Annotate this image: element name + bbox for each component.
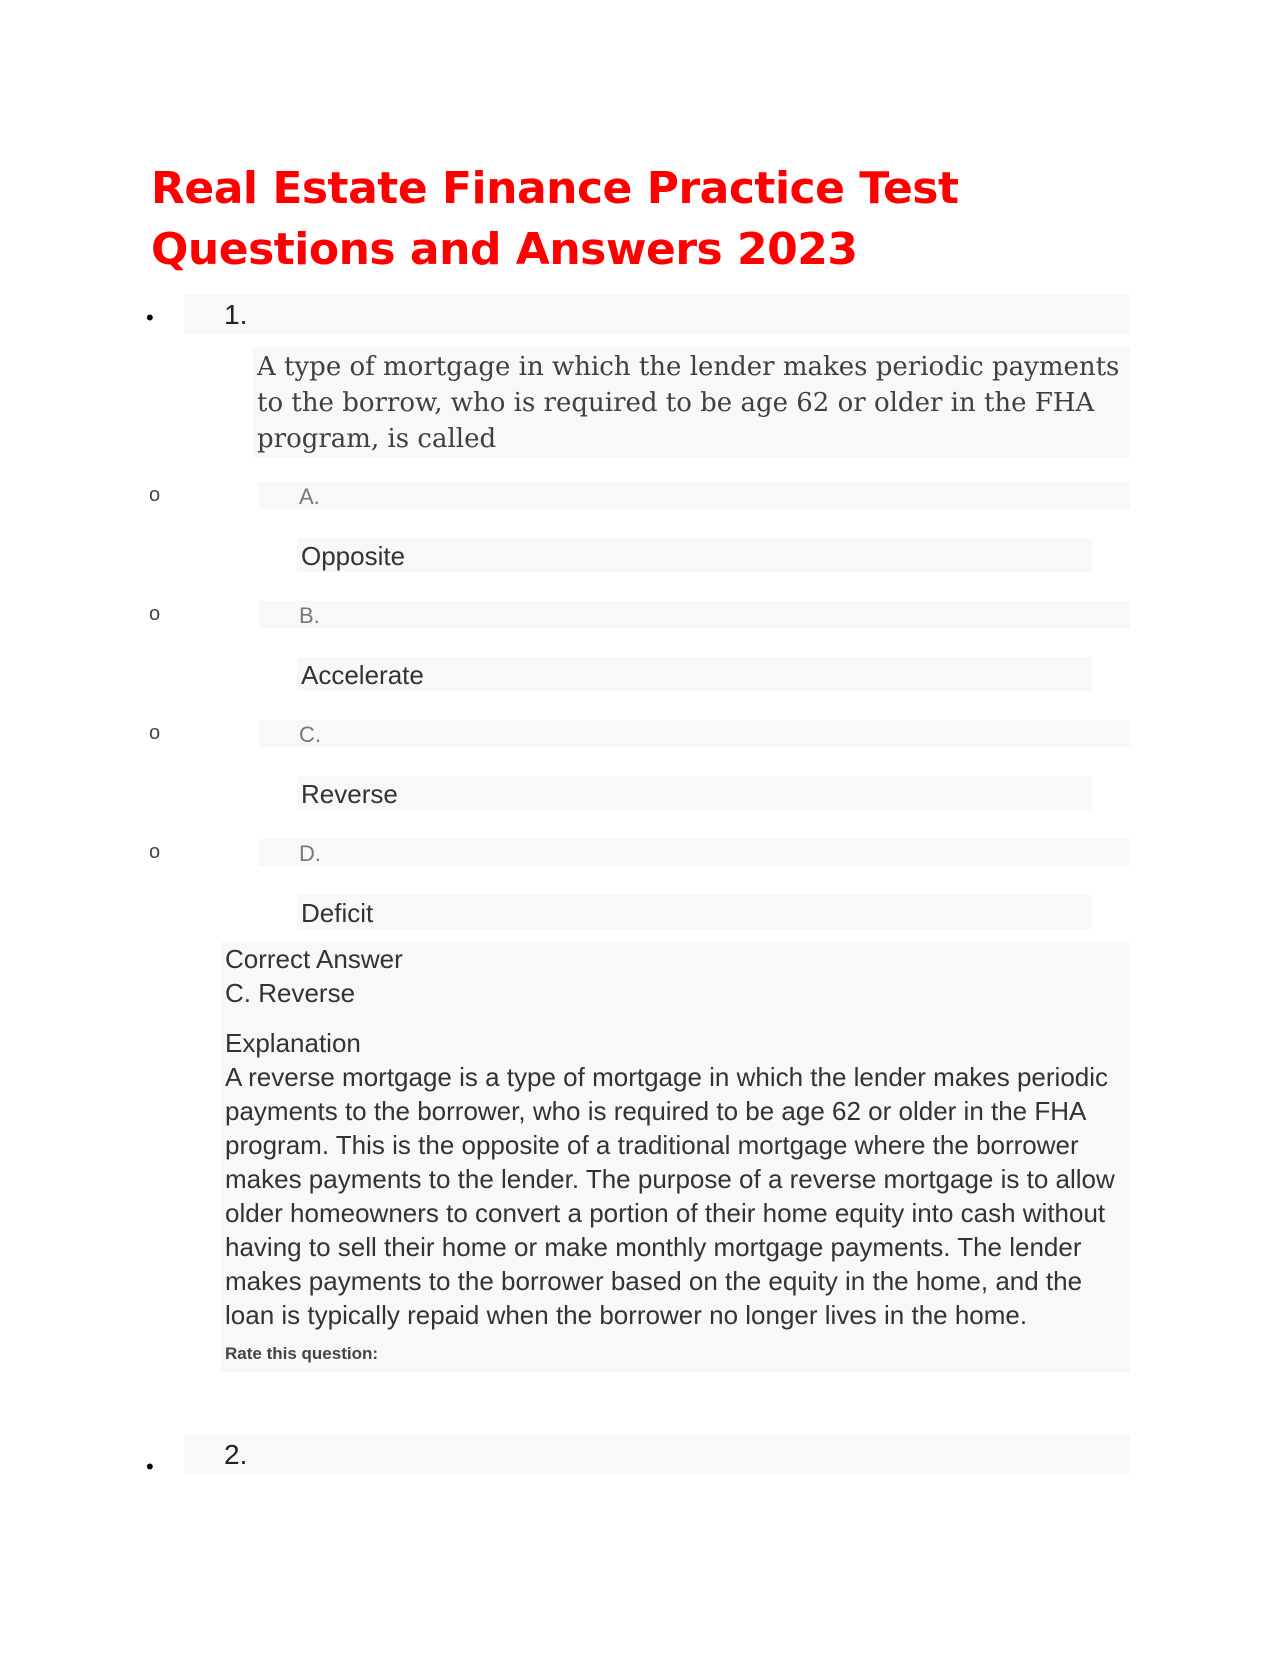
option-a[interactable] [297, 538, 1092, 572]
list-circle: o [149, 484, 161, 506]
option-b[interactable] [297, 657, 1092, 691]
question-number-row [184, 295, 1130, 334]
option-d-label-row [259, 839, 1130, 866]
list-circle: o [149, 603, 161, 625]
question-text: A type of mortgage in which the lender makes periodic payments to the borrow, who is required to be age 62 or older in the FHA program, is called [253, 347, 1130, 457]
option-a-label-row [259, 482, 1130, 509]
option-label: B. [299, 603, 320, 628]
question-number: 2. [224, 1439, 248, 1470]
explanation-heading: Explanation [225, 1028, 361, 1058]
option-d[interactable] [297, 895, 1092, 929]
option-c[interactable] [297, 776, 1092, 810]
list-bullet: • [146, 1454, 154, 1479]
option-text: Reverse [301, 779, 398, 809]
option-label: C. [299, 722, 321, 747]
option-label: A. [299, 484, 320, 509]
option-text: Opposite [301, 541, 406, 571]
question-number-row [184, 1435, 1130, 1474]
explanation-text: A reverse mortgage is a type of mortgage in which the lender makes periodic payments to the borrower, who is required to be age 62 or older in the FHA program. This is the opposite of a traditional mortgage where the borrower makes payments to the lender. The purpose of a reverse mortgage is to allow older homeowners to convert a portion of their home equity into cash without having to sell their home or make monthly mortgage payments. The lender makes payments to the borrower based on the equity in the home, and the loan is typically repaid when the borrower no longer lives in the home. [225, 1062, 1115, 1330]
option-label: D. [299, 841, 321, 866]
list-bullet: • [146, 305, 154, 330]
correct-answer-heading: Correct Answer [225, 944, 403, 974]
option-b-label-row [259, 601, 1130, 628]
list-circle: o [149, 722, 161, 744]
option-text: Accelerate [301, 660, 424, 690]
rate-question-label: Rate this question: [225, 1344, 379, 1363]
option-text: Deficit [301, 898, 374, 928]
correct-answer: C. Reverse [225, 978, 356, 1008]
answer-panel [221, 942, 1130, 1372]
list-circle: o [149, 841, 161, 863]
question-number: 1. [224, 299, 248, 330]
document-title: Real Estate Finance Practice Test Questions and Answers 2023 [151, 163, 959, 275]
option-c-label-row [259, 720, 1130, 747]
